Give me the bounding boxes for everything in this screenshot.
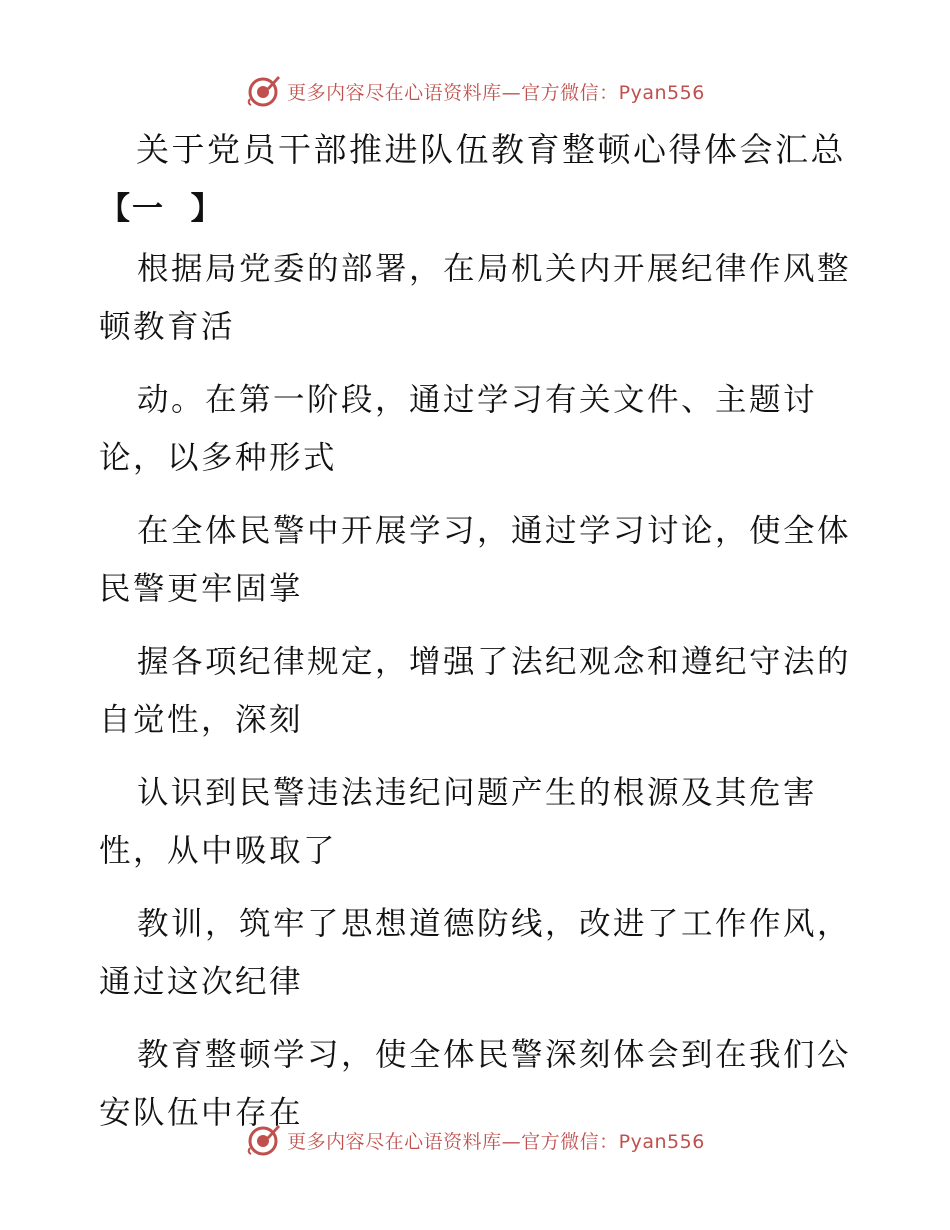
paragraph: 教训，筑牢了思想道德防线，改进了工作作风，通过这次纪律 xyxy=(99,906,852,1000)
document-body xyxy=(99,240,859,1157)
section-label: 【一 】 xyxy=(99,191,224,227)
paragraph: 握各项纪律规定，增强了法纪观念和遵纪守法的自觉性，深刻 xyxy=(99,644,852,738)
footer-watermark xyxy=(0,1122,950,1158)
watermark-text: 更多内容尽在心语资料库—官方微信：Pyan556 xyxy=(287,81,705,104)
header-watermark xyxy=(0,73,950,109)
document-title: 关于党员干部推进队伍教育整顿心得体会汇总 xyxy=(136,130,846,169)
paragraph: 动。在第一阶段，通过学习有关文件、主题讨论，以多种形式 xyxy=(99,382,818,476)
brush-logo-icon xyxy=(245,73,281,109)
watermark-text: 更多内容尽在心语资料库—官方微信：Pyan556 xyxy=(287,1130,705,1153)
brush-logo-icon xyxy=(245,1122,281,1158)
paragraph: 认识到民警违法违纪问题产生的根源及其危害性，从中吸取了 xyxy=(99,775,818,869)
paragraph: 根据局党委的部署，在局机关内开展纪律作风整顿教育活 xyxy=(99,251,852,345)
paragraph: 在全体民警中开展学习，通过学习讨论，使全体民警更牢固掌 xyxy=(99,513,852,607)
paragraph: 教育整顿学习，使全体民警深刻体会到在我们公安队伍中存在 xyxy=(99,1037,852,1131)
